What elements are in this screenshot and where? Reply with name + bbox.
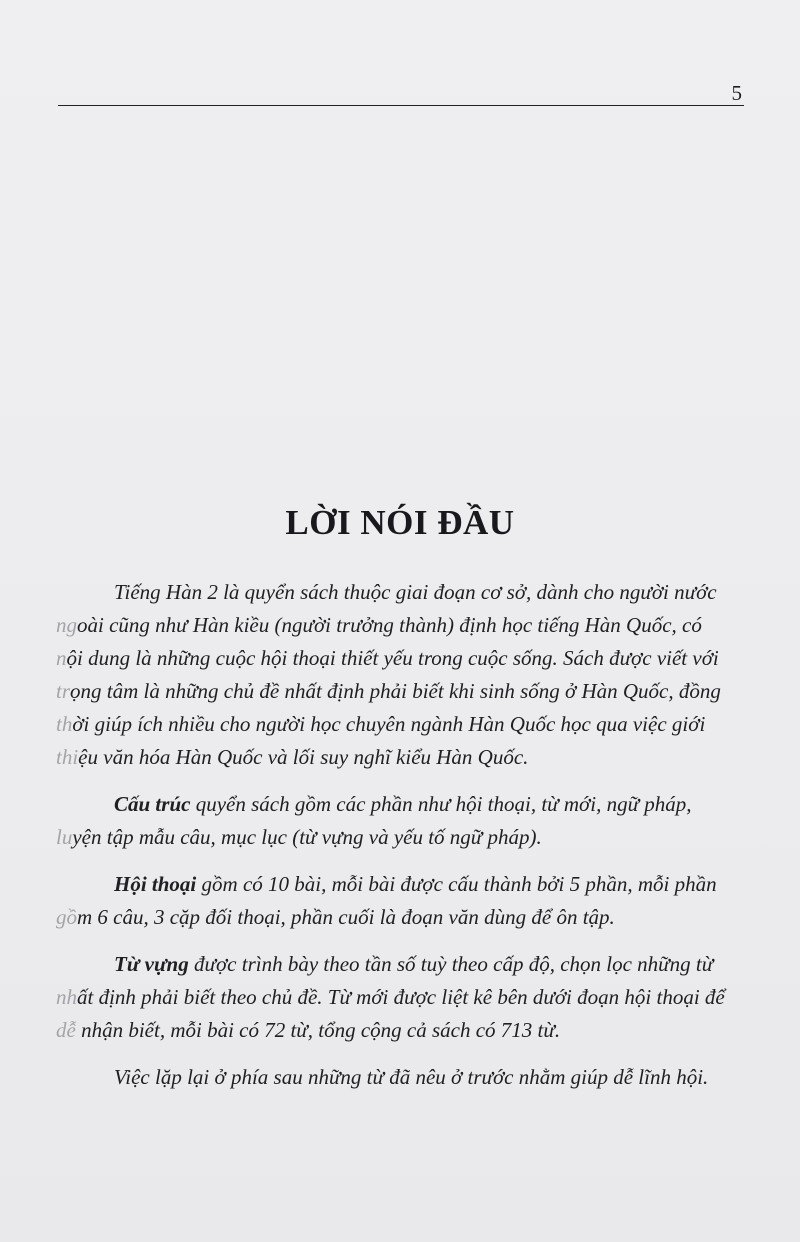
paragraph-repetition	[56, 1061, 746, 1094]
text-line	[56, 901, 746, 934]
faded-text: ng	[56, 613, 77, 637]
line-text: quyển sách gồm các phần như hội thoại, từ mới, ngữ pháp,	[190, 792, 692, 816]
line-text: yện tập mẫu câu, mục lục (từ vựng và yếu tố ngữ pháp).	[72, 825, 542, 849]
text-line	[56, 708, 746, 741]
text-line	[56, 609, 746, 642]
page-title: LỜI NÓI ĐẦU	[285, 503, 515, 542]
line-text: nhận biết, mỗi bài có 72 từ, tổng cộng cả sách có 713 từ.	[75, 1018, 561, 1042]
header-rule	[58, 105, 744, 106]
text-line	[56, 576, 746, 609]
line-text: m 6 câu, 3 cặp đối thoại, phần cuối là đoạn văn dùng để ôn tập.	[77, 905, 615, 929]
line-text: Tiếng Hàn 2 là quyển sách thuộc giai đoạn cơ sở, dành cho người nước	[114, 580, 717, 604]
line-text: ội dung là những cuộc hội thoại thiết yếu trong cuộc sống. Sách được viết với	[66, 646, 719, 670]
faded-text: lu	[56, 825, 73, 849]
text-line	[56, 821, 746, 854]
line-text: Việc lặp lại ở phía sau những từ đã nêu ở trước nhằm giúp dễ lĩnh hội.	[114, 1065, 709, 1089]
line-text: ọng tâm là những chủ đề nhất định phải biết khi sinh sống ở Hàn Quốc, đồng	[70, 679, 721, 703]
text-line	[56, 868, 746, 901]
paragraph-vocabulary	[56, 948, 746, 1047]
bold-term: Hội thoại	[114, 872, 197, 896]
text-line	[56, 788, 746, 821]
line-text: được trình bày theo tần số tuỳ theo cấp độ, chọn lọc những từ	[188, 952, 714, 976]
line-text: gồm có 10 bài, mỗi bài được cấu thành bởi 5 phần, mỗi phần	[196, 872, 717, 896]
text-line	[56, 675, 746, 708]
line-text: ệu văn hóa Hàn Quốc và lối suy nghĩ kiểu Hàn Quốc.	[78, 745, 529, 769]
faded-text: th	[56, 712, 73, 736]
faded-text: gồ	[56, 905, 77, 929]
text-line	[56, 1061, 746, 1094]
faded-text: nh	[56, 985, 77, 1009]
line-text: ời giúp ích nhiều cho người học chuyên ngành Hàn Quốc học qua việc giới	[72, 712, 706, 736]
paragraph-dialogue	[56, 868, 746, 934]
faded-text: dễ	[56, 1018, 76, 1042]
text-line	[56, 981, 746, 1014]
paragraph-structure	[56, 788, 746, 854]
preface-body	[56, 576, 746, 1108]
text-line	[56, 741, 746, 774]
faded-text: tr	[56, 679, 71, 703]
paragraph-intro	[56, 576, 746, 774]
faded-text: n	[56, 646, 67, 670]
text-line	[56, 642, 746, 675]
text-line	[56, 948, 746, 981]
bold-term: Cấu trúc	[114, 792, 191, 816]
line-text: oài cũng như Hàn kiều (người trưởng thành) định học tiếng Hàn Quốc, có	[77, 613, 702, 637]
faded-text: thi	[56, 745, 79, 769]
line-text: ất định phải biết theo chủ đề. Từ mới được liệt kê bên dưới đoạn hội thoại để	[77, 985, 725, 1009]
bold-term: Từ vựng	[114, 952, 189, 976]
page-number: 5	[731, 81, 742, 105]
text-line	[56, 1014, 746, 1047]
